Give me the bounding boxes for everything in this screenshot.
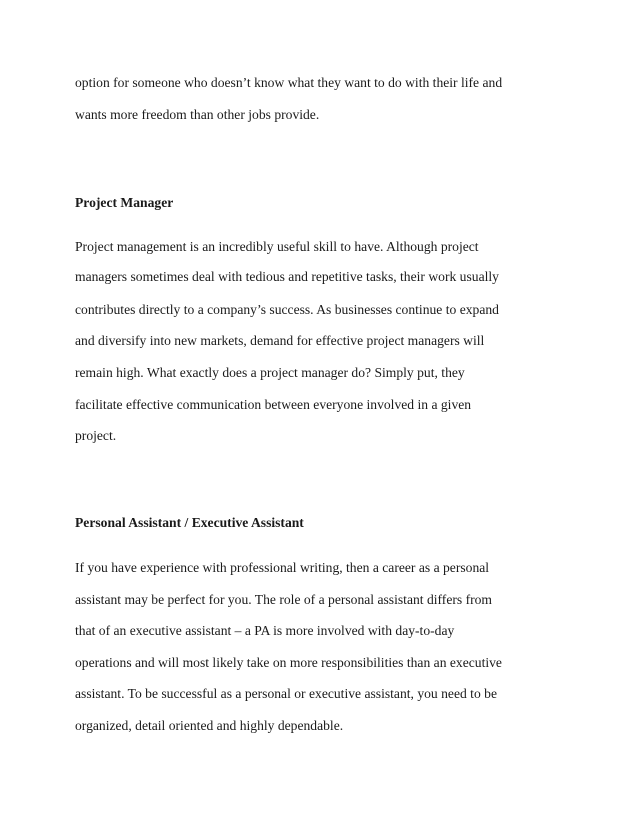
paragraph-line: managers sometimes deal with tedious and repetitive tasks, their work usually — [75, 269, 499, 284]
section-heading-personal-assistant: Personal Assistant / Executive Assistant — [75, 515, 304, 530]
paragraph-line: project. — [75, 428, 117, 443]
paragraph-line: operations and will most likely take on more responsibilities than an executive — [75, 655, 502, 670]
paragraph-line: wants more freedom than other jobs provide. — [75, 107, 320, 122]
paragraph-line: option for someone who doesn’t know what they want to do with their life and — [75, 75, 503, 90]
paragraph-line: assistant may be perfect for you. The role of a personal assistant differs from — [75, 592, 492, 607]
paragraph-line: remain high. What exactly does a project manager do? Simply put, they — [75, 365, 465, 380]
paragraph-line: assistant. To be successful as a personal or executive assistant, you need to be — [75, 686, 497, 701]
paragraph-line: that of an executive assistant – a PA is more involved with day-to-day — [75, 623, 455, 638]
paragraph-line: Project management is an incredibly useful skill to have. Although project — [75, 239, 479, 254]
paragraph-line: contributes directly to a company’s success. As businesses continue to expand — [75, 302, 499, 317]
section-heading-project-manager: Project Manager — [75, 195, 174, 210]
paragraph-line: and diversify into new markets, demand for effective project managers will — [75, 333, 485, 348]
paragraph-line: organized, detail oriented and highly dependable. — [75, 718, 344, 733]
paragraph-line: If you have experience with professional writing, then a career as a personal — [75, 560, 490, 575]
paragraph-line: facilitate effective communication between everyone involved in a given — [75, 397, 472, 412]
